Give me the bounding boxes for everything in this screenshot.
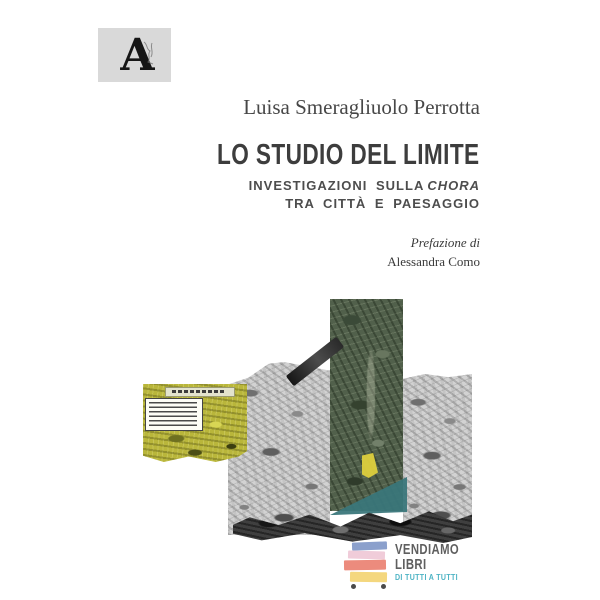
book-title — [143, 139, 480, 172]
aracne-logo-icon: A — [120, 30, 155, 81]
map-panel — [143, 384, 247, 462]
engraving-texture-right — [403, 374, 472, 531]
book-bar-salmon — [344, 560, 386, 571]
watermark-line1: VENDIAMO — [395, 542, 460, 558]
book-subtitle — [249, 177, 480, 212]
book-bar-blue — [352, 541, 387, 550]
watermark-line2: LIBRI — [395, 557, 427, 573]
publisher-logo-box — [98, 28, 171, 82]
cart-wheel-icon — [351, 584, 356, 589]
book-bar-yellow — [350, 572, 387, 583]
vendiamo-libri-badge — [343, 540, 477, 590]
book-title-text: LO STUDIO DEL LIMITE — [217, 139, 480, 171]
cart-wheel-icon — [381, 584, 386, 589]
satellite-strip-image — [330, 299, 403, 511]
book-bar-pink — [348, 551, 385, 560]
watermark-tagline: DI TUTTI A TUTTI — [395, 573, 458, 582]
logo-ornament-icon — [141, 40, 157, 66]
subtitle-line-1: INVESTIGAZIONI SULLA CHORA — [248, 178, 480, 193]
map-titlebar — [165, 387, 235, 397]
map-legend-box — [145, 398, 203, 431]
subtitle-line-2: TRA CITTÀ E PAESAGGIO — [285, 195, 480, 211]
map-legend-microtext — [149, 402, 197, 426]
preface-block — [387, 233, 480, 271]
preface-label: Prefazione di — [410, 235, 480, 250]
author-name: Luisa Smeragliuolo Perrotta — [243, 95, 480, 119]
map-title-microtext — [172, 390, 226, 393]
subtitle-chora-italic: CHORA — [427, 178, 480, 193]
aerial-collage — [140, 295, 473, 547]
preface-author: Alessandra Como — [387, 254, 480, 269]
